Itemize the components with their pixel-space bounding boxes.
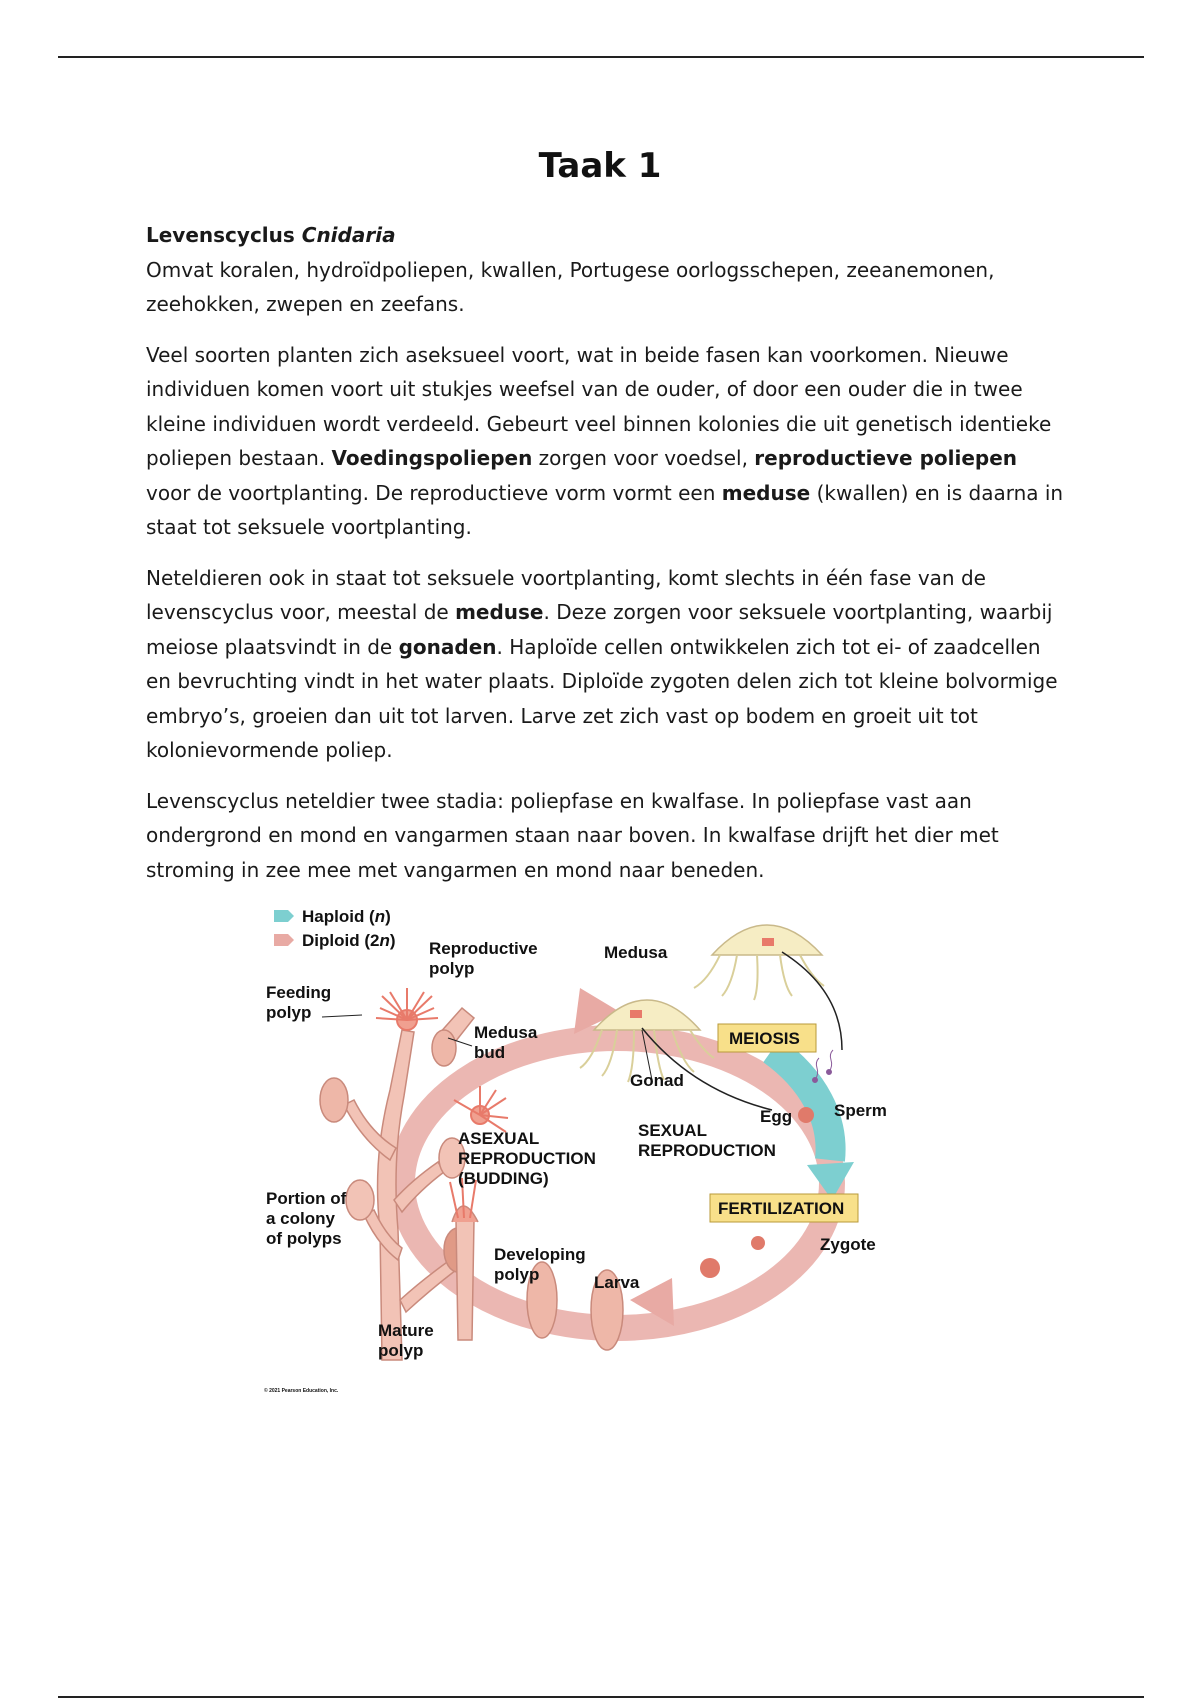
top-rule — [58, 56, 1144, 58]
intro-paragraph — [146, 218, 1066, 322]
paragraph-sexual — [146, 561, 1066, 768]
page-title: Taak 1 — [538, 146, 662, 186]
label-mature-polyp-2: polyp — [378, 1341, 424, 1360]
egg-illustration — [798, 1107, 814, 1123]
feeding-polyp-tentacles — [376, 988, 438, 1030]
feeding-polyp-leader — [322, 1015, 362, 1017]
text-run: Neteldieren ook in staat tot seksuele voortplanting, komt slechts in één fase van de levenscyclus voor, meestal de — [146, 565, 986, 624]
bold-term: reproductieve poliepen — [754, 446, 1018, 470]
label-asexual: ASEXUAL — [458, 1129, 540, 1148]
haploid-legend-swatch — [274, 910, 294, 922]
label-developing-polyp: Developing — [494, 1245, 586, 1264]
label-feeding-polyp-2: polyp — [266, 1003, 312, 1022]
paragraph-stages: Levenscyclus neteldier twee stadia: poliepfase en kwalfase. In poliepfase vast aan ondergrond en mond en vangarmen staan naar boven. In kwalfase drijft het dier met stroming in zee mee met vangarmen en mond naar beneden. — [146, 788, 999, 882]
legend-haploid: Haploid (n) — [302, 907, 391, 926]
label-portion-colony: Portion of — [266, 1189, 347, 1208]
label-zygote: Zygote — [820, 1235, 876, 1254]
label-egg: Egg — [760, 1107, 793, 1126]
label-portion-colony-3: of polyps — [266, 1229, 342, 1248]
diploid-legend-swatch — [274, 934, 294, 946]
legend-diploid: Diploid (2n) — [302, 931, 396, 950]
copyright-note: © 2021 Pearson Education, Inc. — [264, 1388, 339, 1394]
label-gonad: Gonad — [630, 1071, 684, 1090]
bold-term: meduse — [721, 480, 811, 505]
label-medusa: Medusa — [604, 943, 668, 962]
label-asexual-3: (BUDDING) — [458, 1169, 549, 1188]
paragraph-asexual — [146, 338, 1066, 545]
label-fertilization: FERTILIZATION — [718, 1199, 845, 1218]
label-portion-colony-2: a colony — [266, 1209, 335, 1228]
label-sperm: Sperm — [834, 1101, 887, 1120]
bold-term: Voedingspoliepen — [331, 446, 533, 470]
text-run: . Haploïde cellen ontwikkelen zich tot ei- of zaadcellen en bevruchting vindt in het water plaats. Diploïde zygoten delen zich tot kleine bolvormige embryo’s, groeien dan uit tot larven. Larve zet zich vast op bodem en groeit uit tot kolonievormende poliep. — [146, 634, 1058, 762]
life-cycle-diagram — [262, 900, 932, 1400]
label-feeding-polyp: Feeding — [266, 983, 332, 1002]
text-run: voor de voortplanting. De reproductieve vorm vormt een — [146, 480, 722, 505]
embryo-illustration — [700, 1258, 720, 1278]
label-medusa-bud: Medusa — [474, 1023, 538, 1042]
zygote-illustration — [751, 1236, 765, 1250]
label-mature-polyp: Mature — [378, 1321, 434, 1340]
label-medusa-bud-2: bud — [474, 1043, 506, 1062]
label-sexual: SEXUAL — [638, 1121, 707, 1140]
label-reproductive-polyp: Reproductive — [429, 939, 538, 958]
bottom-rule — [58, 1696, 1144, 1698]
text-run: zorgen voor voedsel, — [532, 446, 755, 470]
bold-term: gonaden — [398, 634, 497, 659]
text-run: Veel soorten planten zich aseksueel voort, wat in beide fasen kan voorkomen. Nieuwe individuen komen voort uit stukjes weefsel van de ouder, of door een ouder die in twee kleine individuen wordt verdeeld. Gebeurt veel binnen kolonies die uit genetisch identieke poliepen bestaan. — [146, 342, 1052, 470]
text-run: (kwallen) en is daarna in staat tot seksuele voortplanting. — [146, 480, 1064, 539]
bold-term: meduse — [455, 600, 544, 624]
section-heading-text: Levenscyclus — [146, 223, 302, 247]
text-run: . Deze zorgen voor seksuele voortplanting, waarbij meiose plaatsvindt in de — [146, 600, 1053, 659]
intro-text: Omvat koralen, hydroïdpoliepen, kwallen, Portugese oorlogsschepen, zeeanemonen, zeehokken, zwepen en zeefans. — [146, 257, 995, 316]
label-asexual-2: REPRODUCTION — [458, 1149, 596, 1168]
document-body — [146, 218, 1066, 903]
label-larva: Larva — [594, 1273, 640, 1292]
sperm-illustration — [813, 1050, 834, 1083]
label-developing-polyp-2: polyp — [494, 1265, 540, 1284]
section-heading-italic: Cnidaria — [301, 223, 396, 247]
medusa-top-illustration — [694, 925, 824, 1000]
section-heading — [146, 218, 1066, 253]
label-sexual-2: REPRODUCTION — [638, 1141, 776, 1160]
label-meiosis: MEIOSIS — [729, 1029, 800, 1048]
label-reproductive-polyp-2: polyp — [429, 959, 475, 978]
